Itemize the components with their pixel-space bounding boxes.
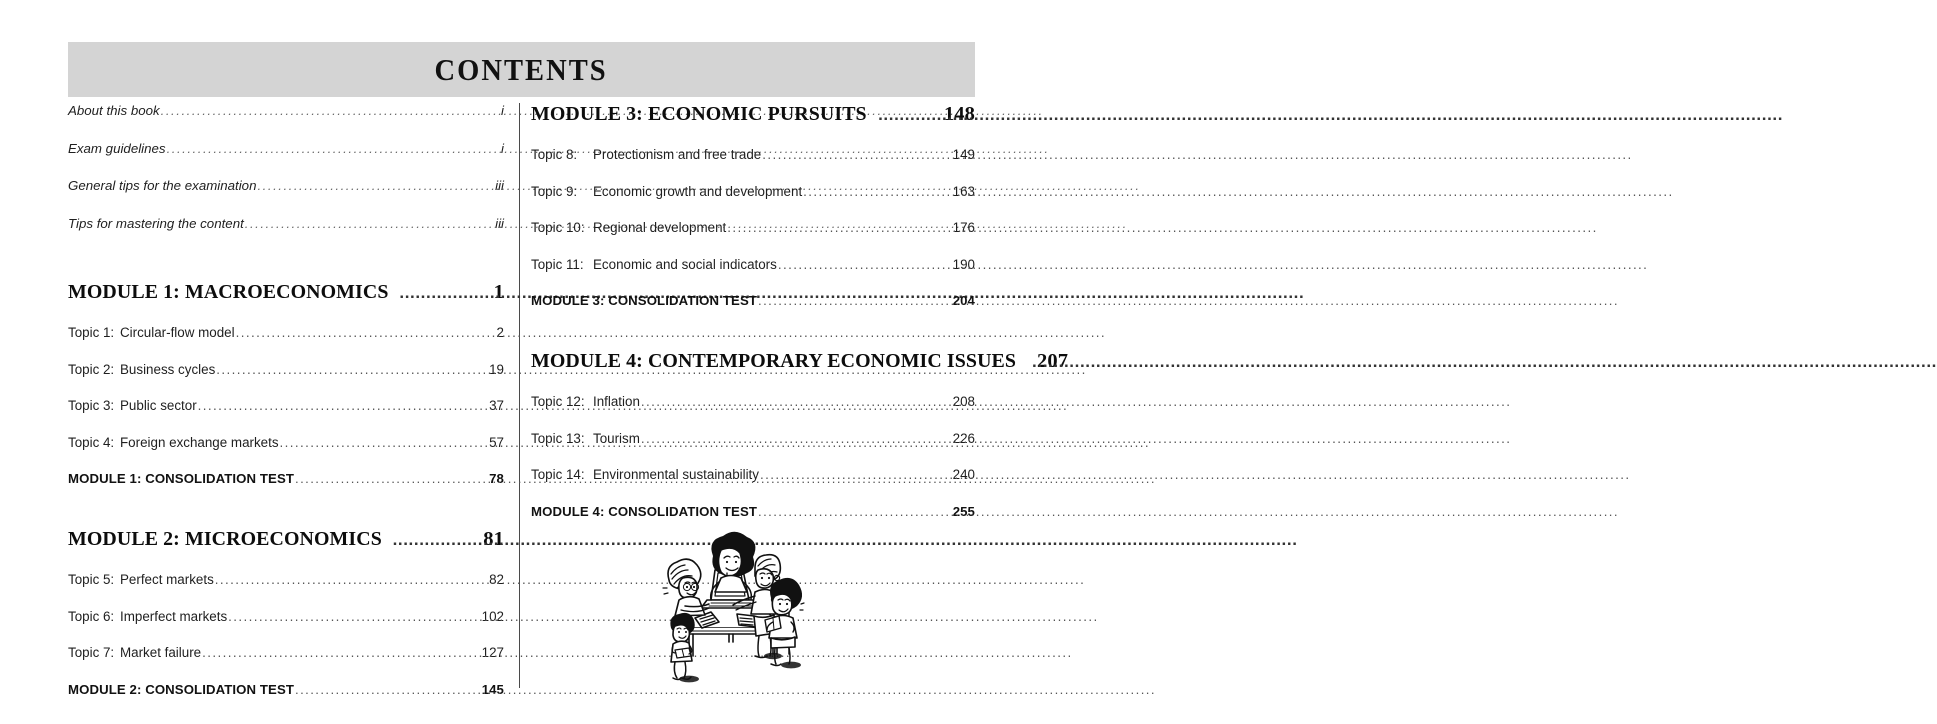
spacer (68, 551, 504, 572)
dot-leader (399, 281, 492, 304)
spacer (531, 373, 975, 394)
dot-leader (228, 609, 479, 624)
module-page: 148 (943, 103, 975, 125)
topic-label: Topic 3: (68, 398, 115, 413)
topic-label: Topic 5: (68, 572, 115, 587)
dot-leader (161, 103, 489, 118)
topic-label: Topic 2: (68, 361, 115, 377)
toc-entry-front[interactable] (68, 103, 504, 118)
toc-entry-topic[interactable] (531, 184, 975, 199)
entry-title: Tips for mastering the content (68, 215, 244, 231)
module-title: MODULE 3: ECONOMIC PURSUITS (531, 103, 867, 125)
topic-label: Topic 9: (531, 183, 578, 199)
topic-page: 240 (952, 467, 975, 482)
dot-leader (245, 216, 489, 231)
dot-leader (295, 471, 479, 486)
module-heading-4[interactable] (531, 350, 1069, 373)
toc-entry-consolidation[interactable] (68, 682, 504, 697)
toc-entry-topic[interactable] (531, 431, 975, 446)
consolidation-title: MODULE 3: CONSOLIDATION TEST (531, 293, 758, 308)
topic-page: 208 (952, 394, 975, 409)
dot-leader (641, 394, 950, 409)
consolidation-title: MODULE 1: CONSOLIDATION TEST (68, 471, 295, 486)
toc-entry-consolidation[interactable] (531, 504, 975, 519)
study-group-illustration (655, 532, 805, 690)
toc-entry-front[interactable] (68, 141, 504, 156)
topic-title: Tourism (593, 430, 640, 446)
topic-title: Environmental sustainability (593, 467, 759, 482)
module-heading-1[interactable] (68, 281, 504, 304)
dot-leader (758, 504, 950, 519)
topic-title: Imperfect markets (120, 608, 228, 624)
topic-page: 190 (952, 256, 975, 272)
contents-columns (0, 103, 1069, 703)
topic-page: 57 (489, 434, 504, 450)
module-page: 81 (483, 528, 504, 550)
topic-page: 37 (489, 398, 504, 413)
topic-title: Circular-flow model (120, 325, 235, 340)
toc-entry-topic[interactable] (531, 467, 975, 482)
toc-entry-topic[interactable] (531, 257, 975, 272)
consolidation-title: MODULE 2: CONSOLIDATION TEST (68, 681, 295, 697)
topic-page: 102 (481, 608, 504, 624)
toc-entry-consolidation[interactable] (531, 293, 975, 308)
toc-entry-front[interactable] (68, 216, 504, 231)
topic-label: Topic 4: (68, 434, 115, 450)
topic-page: 149 (952, 147, 975, 162)
consolidation-page: 255 (952, 503, 975, 519)
dot-leader (295, 682, 479, 697)
toc-entry-topic[interactable] (68, 435, 504, 450)
spacer (68, 486, 504, 528)
dot-leader (280, 435, 479, 450)
consolidation-title: MODULE 4: CONSOLIDATION TEST (531, 503, 758, 519)
topic-label: Topic 12: (531, 394, 585, 409)
topic-title: Public sector (120, 398, 197, 413)
topic-label: Topic 10: (531, 220, 585, 235)
topic-page: 19 (489, 361, 504, 377)
spacer (68, 304, 504, 325)
toc-entry-topic[interactable] (531, 220, 975, 235)
topic-title: Economic and social indicators (593, 256, 777, 272)
consolidation-page: 145 (481, 681, 504, 697)
topic-page: 82 (489, 572, 504, 587)
topic-page: 127 (481, 645, 504, 660)
topic-title: Foreign exchange markets (120, 434, 279, 450)
dot-leader (878, 103, 943, 126)
dot-leader (393, 528, 483, 551)
dot-leader (762, 147, 950, 162)
study-group-drawing (655, 532, 805, 690)
toc-entry-topic[interactable] (68, 398, 504, 413)
module-title: MODULE 4: CONTEMPORARY ECONOMIC ISSUES (531, 350, 1017, 372)
entry-page: iii (495, 215, 504, 231)
topic-page: 163 (952, 183, 975, 199)
dot-leader (236, 325, 479, 340)
module-heading-2[interactable] (68, 528, 504, 551)
module-title: MODULE 1: MACROECONOMICS (68, 281, 389, 303)
consolidation-page: 78 (489, 471, 504, 486)
topic-title: Business cycles (120, 361, 216, 377)
left-column (68, 103, 504, 697)
entry-page: iii (495, 178, 504, 193)
spacer (531, 308, 975, 350)
topic-title: Economic growth and development (593, 183, 803, 199)
dot-leader (1032, 350, 1036, 373)
dot-leader (641, 431, 950, 446)
toc-entry-topic[interactable] (68, 572, 504, 587)
topic-title: Market failure (120, 645, 202, 660)
toc-entry-topic[interactable] (68, 645, 504, 660)
toc-entry-consolidation[interactable] (68, 471, 504, 486)
toc-entry-topic[interactable] (531, 394, 975, 409)
entry-title: General tips for the examination (68, 178, 257, 193)
spacer (68, 253, 504, 281)
module-heading-3[interactable] (531, 103, 975, 126)
topic-title: Regional development (593, 220, 727, 235)
topic-label: Topic 7: (68, 645, 115, 660)
topic-label: Topic 8: (531, 147, 578, 162)
dot-leader (778, 257, 950, 272)
contents-header-band (68, 42, 975, 97)
spacer (531, 126, 975, 147)
entry-page: i (501, 140, 504, 156)
module-page: 207 (1037, 350, 1069, 372)
topic-page: 2 (496, 325, 504, 340)
toc-entry-topic[interactable] (531, 147, 975, 162)
topic-page: 176 (952, 220, 975, 235)
dot-leader (216, 362, 479, 377)
module-page: 1 (493, 281, 504, 303)
topic-label: Topic 13: (531, 430, 585, 446)
dot-leader (803, 184, 950, 199)
dot-leader (198, 398, 479, 413)
right-column (531, 103, 1069, 519)
dot-leader (758, 293, 950, 308)
toc-entry-topic[interactable] (68, 609, 504, 624)
consolidation-page: 204 (952, 293, 975, 308)
topic-title: Perfect markets (120, 572, 214, 587)
topic-label: Topic 14: (531, 467, 585, 482)
page-title: CONTENTS (434, 52, 609, 87)
toc-entry-topic[interactable] (68, 362, 504, 377)
dot-leader (727, 220, 950, 235)
topic-label: Topic 1: (68, 325, 115, 340)
entry-title: About this book (68, 103, 160, 118)
topic-page: 226 (952, 430, 975, 446)
entry-title: Exam guidelines (68, 140, 166, 156)
dot-leader (215, 572, 479, 587)
entry-page: i (501, 103, 504, 118)
dot-leader (202, 645, 479, 660)
dot-leader (760, 467, 950, 482)
module-title: MODULE 2: MICROECONOMICS (68, 528, 382, 550)
dot-leader (257, 178, 489, 193)
toc-entry-topic[interactable] (68, 325, 504, 340)
topic-label: Topic 11: (531, 256, 584, 272)
topic-title: Protectionism and free trade (593, 147, 762, 162)
toc-entry-front[interactable] (68, 178, 504, 193)
topic-title: Inflation (593, 394, 640, 409)
topic-label: Topic 6: (68, 608, 115, 624)
dot-leader (167, 141, 489, 156)
